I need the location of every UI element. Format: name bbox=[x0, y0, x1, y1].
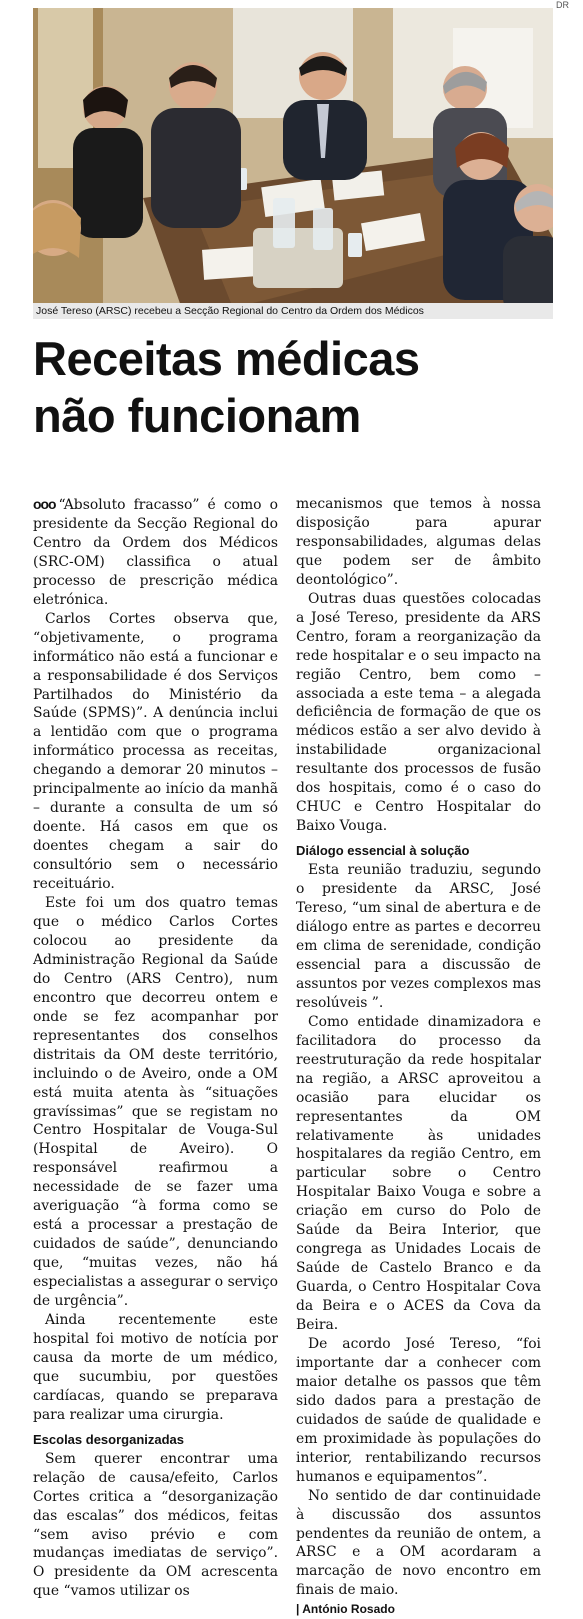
paragraph: Como entidade dinamizadora e facilitadora do processo da reestruturação da rede hospitalar na região, a ARSC aproveitou a ocasião para elucidar os representantes da OM relativamente às unidades hospitalares da região Centro, em particular sobre o Centro Hospitalar Baixo Vouga e sobre a criação em curso do Polo de Saúde da Beira Interior, que congrega as Unidades Locais de Saúde de Castelo Branco e da Guarda, o Centro Hospitalar Cova da Beira e o ACES da Cova da Beira. bbox=[296, 1013, 541, 1334]
paragraph: De acordo José Tereso, “foi importante dar a conhecer com maior detalhe os passos que têm sido dados para a prestação de cuidados de saúde de qualidade e em proximidade às populações do interior, rentabilizando recursos humanos e equipamentos”. bbox=[296, 1335, 541, 1485]
article-right-column bbox=[296, 495, 541, 1619]
paragraph bbox=[33, 495, 278, 610]
meeting-photo bbox=[33, 8, 553, 312]
paragraph-text: “Absoluto fracasso” é como o presidente da Secção Regional do Centro da Ordem dos Médicos (SRC-OM) classifica o atual processo de prescrição médica eletrónica. bbox=[33, 497, 278, 608]
photo-caption: José Tereso (ARSC) recebeu a Secção Regional do Centro da Ordem dos Médicos bbox=[33, 303, 553, 319]
paragraph: Carlos Cortes observa que, “objetivamente, o programa informático não está a funcionar e a responsabilidade é dos Serviços Partilhados do Ministério da Saúde (SPMS)”. A denúncia inclui a lentidão com que o programa informático processa as receitas, chegando a demorar 20 minutos – principalmente ao início da manhã – durante a consulta de um só doente. Há casos em que os doentes chegam a sair do consultório sem o necessário receituário. bbox=[33, 610, 278, 893]
author-signature bbox=[296, 1600, 541, 1619]
subheading: Escolas desorganizadas bbox=[33, 1431, 185, 1447]
paragraph: No sentido de dar continuidade à discussão dos assuntos pendentes da reunião de ontem, a ARSC e a OM acordaram a marcação de novo encontro em finais de maio. bbox=[296, 1487, 541, 1599]
headline-line-2: não funcionam bbox=[33, 389, 361, 442]
paragraph: Sem querer encontrar uma relação de causa/efeito, Carlos Cortes critica a “desorganização das escalas” dos médicos, feitas “sem aviso prévio e com mudanças imediatas de serviço”. O presidente da OM acrescenta que “vamos utilizar os bbox=[33, 1450, 278, 1600]
paragraph: Ainda recentemente este hospital foi motivo de notícia por causa da morte de um médico, que sucumbiu, por questões cardíacas, quando se preparava para realizar uma cirurgia. bbox=[33, 1311, 278, 1423]
meeting-photo-illustration bbox=[33, 8, 553, 312]
paragraph: Outras duas questões colocadas a José Tereso, presidente da ARS Centro, foram a reorganização da rede hospitalar e o seu impacto na região Centro, bem como – associada a este tema – a alegada deficiência de formação de que os médicos estão a ser alvo devido à instabilidade organizacional resultante dos processos de fusão dos hospitais, como é o caso do CHUC e Centro Hospitalar do Baixo Vouga. bbox=[296, 590, 541, 835]
subheading: Diálogo essencial à solução bbox=[296, 843, 470, 859]
paragraph: mecanismos que temos à nossa disposição para apurar responsabilidades, algumas delas que podem ser de âmbito deontológico”. bbox=[296, 496, 541, 588]
headline-line-1: Receitas médicas bbox=[33, 332, 420, 385]
bullet-marks: ooo bbox=[33, 496, 56, 512]
paragraph: Esta reunião traduziu, segundo o presidente da ARSC, José Tereso, “um sinal de abertura e de diálogo entre as partes e decorreu em clima de serenidade, condição essencial para a discussão de assuntos por vezes complexos mas resolúveis ”. bbox=[296, 862, 541, 1011]
headline bbox=[33, 330, 553, 444]
paragraph: Este foi um dos quatro temas que o médico Carlos Cortes colocou ao presidente da Administração Regional da Saúde do Centro (ARS Centro), num encontro que decorreu ontem e onde se fez acompanhar por representantes dos conselhos distritais da OM deste território, incluindo o de Aveiro, onde a OM está muita atenta às “situações gravíssimas” que se registam no Centro Hospitalar de Vouga-Sul (Hospital de Aveiro). O responsável reafirmou a necessidade de se fazer uma averiguação “à forma como se está a processar a prestação de cuidados de saúde”, denunciando que, “muitas vezes, não há especialistas a assegurar o serviço de urgência”. bbox=[33, 895, 278, 1310]
article-left-column bbox=[33, 495, 278, 1601]
photo-credit: DR bbox=[556, 0, 569, 10]
author-name: | António Rosado bbox=[296, 1602, 395, 1617]
